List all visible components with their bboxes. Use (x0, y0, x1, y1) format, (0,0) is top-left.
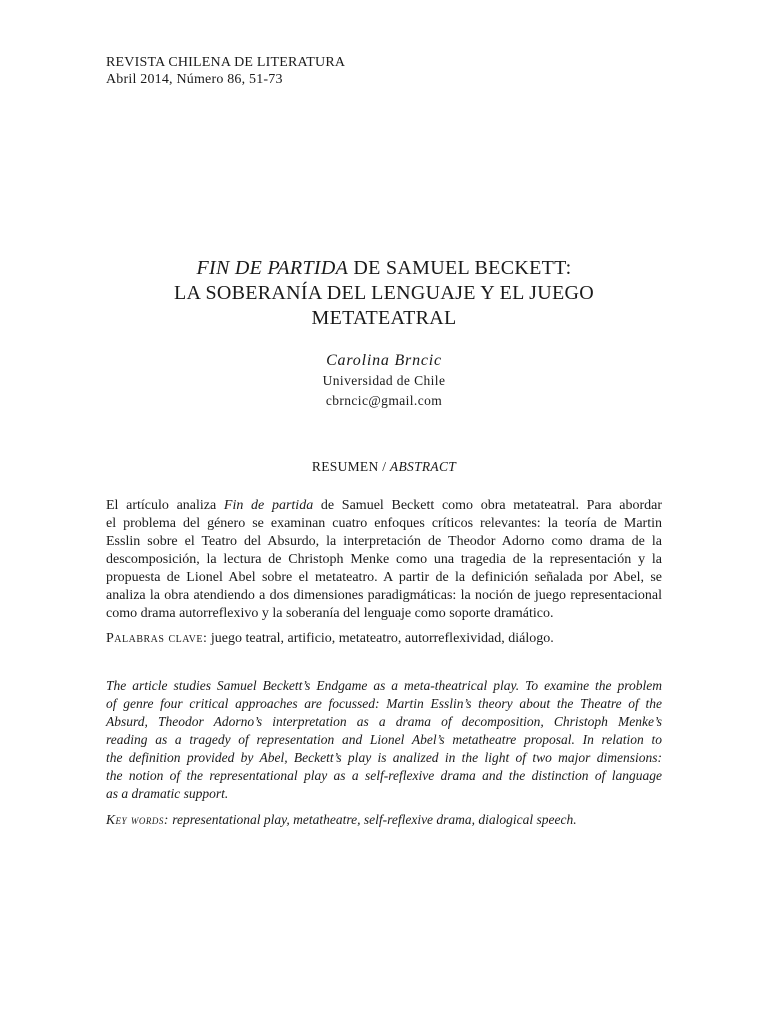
keywords-en-text: representational play, metatheatre, self-reflexive drama, dialogical speech. (168, 812, 577, 827)
title-italic-work: FIN DE PARTIDA (196, 257, 349, 279)
title-line-1-rest: DE SAMUEL BECKETT: (348, 257, 572, 279)
journal-name: REVISTA CHILENA DE LITERATURA (106, 55, 346, 70)
journal-issue: Abril 2014, Número 86, 51-73 (106, 72, 283, 87)
abstract-es-work-title: Fin de partida (223, 498, 314, 513)
abstract-es-line (106, 497, 662, 515)
abstract-heading (100, 458, 668, 475)
title-line-1 (100, 256, 668, 281)
abstract-es-text: de Samuel Beckett como obra metateatral. Para abordar (313, 498, 662, 513)
title-line-2: LA SOBERANÍA DEL LENGUAJE Y EL JUEGO (173, 282, 595, 304)
journal-header (106, 54, 345, 88)
keywords-es-text: juego teatral, artificio, metateatro, autorreflexividad, diálogo. (207, 631, 554, 646)
author-block (100, 351, 668, 411)
title-line-3: METATEATRAL (311, 307, 457, 329)
abstract-heading-spanish: RESUMEN / (311, 459, 390, 474)
author-email: cbrncic@gmail.com (325, 393, 443, 408)
author-name: Carolina Brncic (326, 352, 442, 369)
article-title (100, 256, 668, 331)
abstract-es-line: propuesta de Lionel Abel sobre el metateatro. A partir de la definición señalada por Abel, se (106, 570, 662, 585)
abstract-en-line: Absurd, Theodor Adorno’s interpretation as a drama of decomposition, Christoph Menke’s (106, 714, 662, 729)
abstract-en-line: The article studies Samuel Beckett’s Endgame as a meta-theatrical play. To examine the problem (106, 678, 662, 693)
abstract-en-line: reading as a tragedy of representation and Lionel Abel’s metatheatre proposal. In relation to (106, 732, 662, 747)
keywords-es-label: Palabras clave: (106, 631, 208, 646)
abstract-heading-english: ABSTRACT (389, 459, 457, 474)
keywords-en-label: Key words: (106, 812, 169, 827)
abstract-es-line: Esslin sobre el Teatro del Absurdo, la interpretación de Theodor Adorno como drama de la (106, 534, 662, 549)
abstract-es-line: analiza la obra atendiendo a dos dimensiones paradigmáticas: la noción de juego representacional (106, 588, 662, 603)
abstract-spanish (106, 497, 662, 623)
abstract-es-text: El artículo analiza (106, 498, 224, 513)
abstract-english (106, 677, 662, 803)
keywords-spanish (106, 630, 662, 648)
author-affiliation: Universidad de Chile (322, 373, 446, 388)
abstract-es-line: descomposición, la lectura de Christoph Menke como una tragedia de la representación y la (106, 552, 662, 567)
abstract-es-line: el problema del género se examinan cuatro enfoques críticos relevantes: la teoría de Martin (106, 516, 662, 531)
abstract-es-line: como drama autorreflexivo y la soberanía del lenguaje como soporte dramático. (106, 606, 554, 621)
abstract-en-line: as a dramatic support. (106, 786, 229, 801)
abstract-en-line: the notion of the representational play as a self-reflexive drama and the distinction of language (106, 768, 662, 783)
keywords-english (106, 811, 662, 829)
abstract-en-line: of genre four critical approaches are focussed: Martin Esslin’s theory about the Theatre of the (106, 696, 662, 711)
abstract-en-line: the definition provided by Abel, Beckett’s play is analized in the light of two major dimensions: (106, 750, 662, 765)
